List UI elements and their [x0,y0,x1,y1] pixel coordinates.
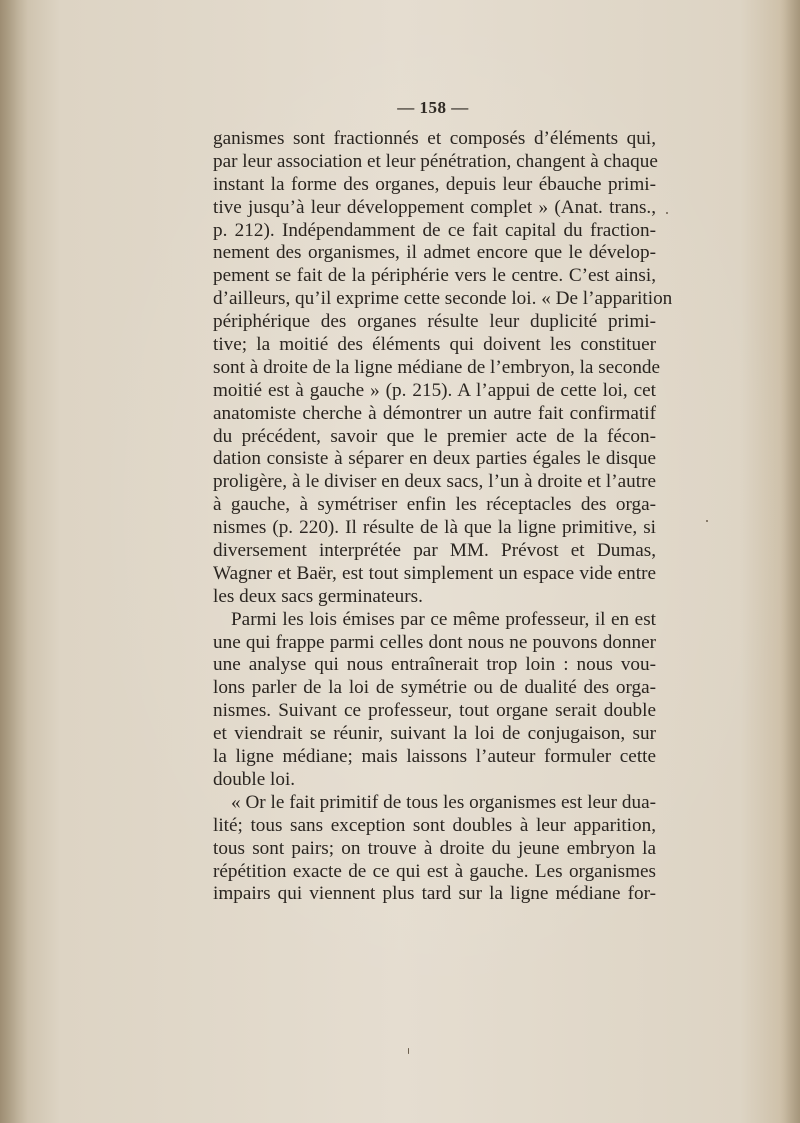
paper-speck [666,212,668,214]
text-line: tive jusqu’à leur développement complet » (Anat. trans., [213,196,656,218]
text-line: pement se fait de la périphérie vers le centre. C’est ainsi, [213,265,656,287]
text-line: nement des organismes, il admet encore que le dévelop- [213,242,656,264]
text-line: tive; la moitié des éléments qui doivent les constituer [213,334,656,356]
text-line: une qui frappe parmi celles dont nous ne pouvons donner [213,631,656,653]
text-line: à gauche, à symétriser enfin les réceptacles des orga- [213,494,656,516]
text-line: périphérique des organes résulte leur duplicité primi- [213,311,656,333]
text-line: nismes (p. 220). Il résulte de là que la ligne primitive, si [213,517,656,539]
text-line: dation consiste à séparer en deux parties égales le disque [213,448,656,470]
text-line: nismes. Suivant ce professeur, tout organe serait double [213,700,656,722]
text-line: une analyse qui nous entraînerait trop loin : nous vou- [213,654,656,676]
text-line: ganismes sont fractionnés et composés d’éléments qui, [213,128,656,149]
text-line: les deux sacs germinateurs. [213,585,423,607]
text-line: p. 212). Indépendamment de ce fait capital du fraction- [213,219,656,241]
text-line: par leur association et leur pénétration, changent à chaque [213,150,658,172]
text-line: du précédent, savoir que le premier acte de la fécon- [213,425,656,447]
text-line: lité; tous sans exception sont doubles à leur apparition, [213,814,656,836]
page-number: — 158 — [397,98,469,117]
text-line: impairs qui viennent plus tard sur la ligne médiane for- [213,883,656,905]
paper-speck [408,1048,409,1054]
text-line: la ligne médiane; mais laissons l’auteur formuler cette [213,746,656,768]
text-line: répétition exacte de ce qui est à gauche. Les organismes [213,860,656,882]
text-line: moitié est à gauche » (p. 215). A l’appui de cette loi, cet [213,379,656,401]
text-line: « Or le fait primitif de tous les organismes est leur dua- [231,791,656,813]
text-line: instant la forme des organes, depuis leur ébauche primi- [213,173,656,195]
text-line: Parmi les lois émises par ce même professeur, il en est [231,608,656,630]
text-line: diversement interprétée par MM. Prévost et Dumas, [213,540,656,562]
page-edge-shadow [780,0,800,1123]
text-line: Wagner et Baër, est tout simplement un espace vide entre [213,562,656,584]
text-line: sont à droite de la ligne médiane de l’embryon, la seconde [213,356,661,378]
text-line: proligère, à le diviser en deux sacs, l’un à droite et l’autre [213,471,656,493]
body-text [213,128,673,906]
text-line: d’ailleurs, qu’il exprime cette seconde loi. « De l’apparition [213,288,673,310]
text-line: et viendrait se réunir, suivant la loi de conjugaison, sur [213,723,656,745]
text-line: anatomiste cherche à démontrer un autre fait confirmatif [213,402,656,424]
text-line: double loi. [213,768,296,790]
text-line: tous sont pairs; on trouve à droite du jeune embryon la [213,837,656,859]
text-line: lons parler de la loi de symétrie ou de dualité des orga- [213,677,656,699]
paper-speck [706,520,708,522]
spine-shadow [0,0,28,1123]
